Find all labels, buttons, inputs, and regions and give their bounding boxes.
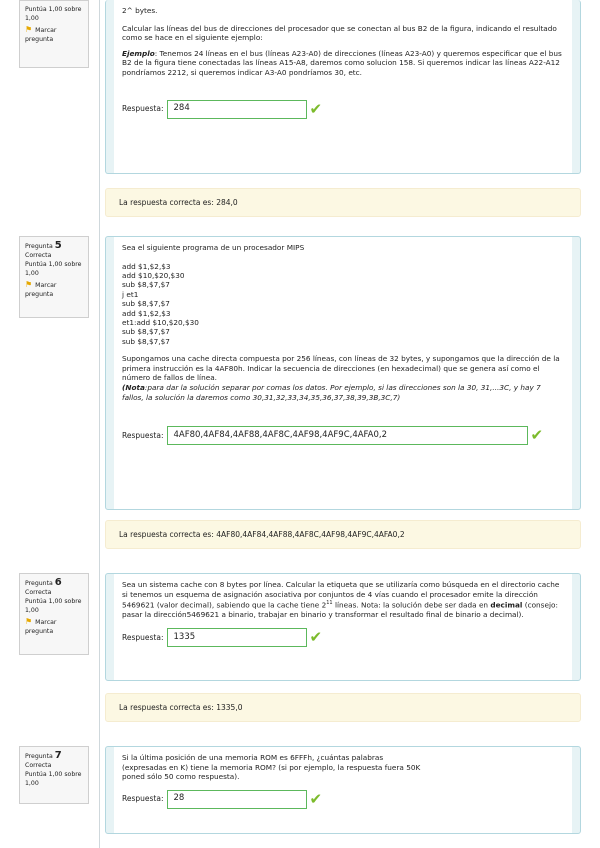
answer-row <box>122 790 564 809</box>
question-text: Calcular las líneas del bus de direcciones del procesador que se conectan al bus B2 de la figura, indicando el resultado como se hace en el siguiente ejemplo: <box>122 23 557 43</box>
correct-answer-text: La respuesta correcta es: 4AF80,4AF84,4AF88,4AF8C,4AF98,4AF9C,4AFA0,2 <box>119 530 405 539</box>
question-score: Puntúa 1,00 sobre 1,00 <box>25 261 82 277</box>
answer-row <box>122 628 564 647</box>
question-box-5 <box>105 236 581 510</box>
correct-check-icon: ✔ <box>309 789 323 808</box>
question-info-5 <box>19 236 89 318</box>
question-note: (Nota:para dar la solución separar por comas los datos. Por ejemplo, si las direcciones son la 30, 31,...3C, y hay 7 fallos, la solución la daremos como 30,31,32,33,34,35,36,37,38,39,3B,3C,7) <box>122 383 541 402</box>
feedback-box-6 <box>105 693 581 722</box>
question-score: Puntúa 1,00 sobre 1,00 <box>25 598 82 614</box>
answer-label: Respuesta: <box>122 104 164 114</box>
answer-row <box>122 426 564 445</box>
correct-answer-text: La respuesta correcta es: 284,0 <box>119 198 238 207</box>
feedback-box-5 <box>105 520 581 549</box>
question-number: Pregunta 6 <box>25 577 62 588</box>
answer-input[interactable]: 28 <box>167 790 307 809</box>
question-info-4 <box>19 0 89 68</box>
question-score: Puntúa 1,00 sobre 1,00 <box>25 6 82 22</box>
correct-answer-text: La respuesta correcta es: 1335,0 <box>119 703 243 712</box>
flag-question-link[interactable]: ⚑ Marcar pregunta <box>25 617 57 635</box>
answer-label: Respuesta: <box>122 430 164 440</box>
code-listing: add $1,$2,$3 add $10,$20,$30 sub $8,$7,$7 j et1 sub $8,$7,$7 add $1,$2,$3 et1:add $10,$20,$30 sub $8,$7,$7 sub $8,$7,$7 <box>122 261 199 346</box>
answer-input[interactable]: 4AF80,4AF84,4AF88,4AF8C,4AF98,4AF9C,4AFA0,2 <box>167 426 528 445</box>
question-text: Supongamos una cache directa compuesta por 256 líneas, con líneas de 32 bytes, y supongamos que la dirección de la primera instrucción es la 4AF80h. Indicar la secuencia de direcciones (en hexadecimal) que se genera así como el número de fallos de línea. <box>122 354 560 383</box>
question-text: Si la última posición de una memoria ROM es 6FFFh, ¿cuántas palabras (expresadas en K) tiene la memoria ROM? (si por ejemplo, la respuesta fuera 50K poned sólo 50 como respuesta). <box>122 753 421 782</box>
question-box-4 <box>105 0 581 174</box>
question-number: Pregunta 7 <box>25 750 62 761</box>
flag-icon: ⚑ <box>25 617 33 626</box>
question-example: Ejemplo: Tenemos 24 líneas en el bus (líneas A23-A0) de direcciones (líneas A23-A0) y queremos especificar que el bus B2 de la figura tiene conectadas las líneas A15-A8, daremos como solucion 158. Si queremos indicar las líneas A22-A12 pondríamos 2212, si queremos indicar A3-A0 pondríamos 30, etc. <box>122 48 562 77</box>
question-box-7 <box>105 746 581 834</box>
question-info-6 <box>19 573 89 655</box>
answer-label: Respuesta: <box>122 632 164 642</box>
correct-check-icon: ✔ <box>309 99 323 118</box>
question-box-6 <box>105 573 581 681</box>
answer-row <box>122 100 564 119</box>
answer-input[interactable]: 1335 <box>167 628 307 647</box>
flag-question-link[interactable]: ⚑ Marcar pregunta <box>25 25 57 43</box>
question-text: 2^ bytes. <box>122 6 158 15</box>
question-info-7 <box>19 746 89 804</box>
correct-check-icon: ✔ <box>309 627 323 646</box>
flag-icon: ⚑ <box>25 280 33 289</box>
feedback-box-4 <box>105 188 581 217</box>
question-text: Sea el siguiente programa de un procesador MIPS <box>122 243 305 252</box>
answer-input[interactable]: 284 <box>167 100 307 119</box>
question-text: Sea un sistema cache con 8 bytes por línea. Calcular la etiqueta que se utilizaría como búsqueda en el directorio cache si tenemos un esquema de asignación asociativa por conjuntos de 4 vías cuando el procesador emite la dirección 5469621 (valor decimal), sabiendo que la cache tiene $2^{11}$ líneas. Nota: la solución debe ser dada en decimal (consejo: pasar la dirección5469621 a binario, trabajar en binario y transformar el resultado final de binario a decimal). <box>122 580 560 620</box>
question-state: Correcta <box>25 252 52 259</box>
flag-question-link[interactable]: ⚑ Marcar pregunta <box>25 280 57 298</box>
question-state: Correcta <box>25 589 52 596</box>
question-number: Pregunta 5 <box>25 240 62 251</box>
flag-icon: ⚑ <box>25 25 33 34</box>
question-score: Puntúa 1,00 sobre 1,00 <box>25 771 82 787</box>
correct-check-icon: ✔ <box>530 426 544 445</box>
content-divider <box>99 0 100 848</box>
answer-label: Respuesta: <box>122 794 164 804</box>
question-state: Correcta <box>25 762 52 769</box>
